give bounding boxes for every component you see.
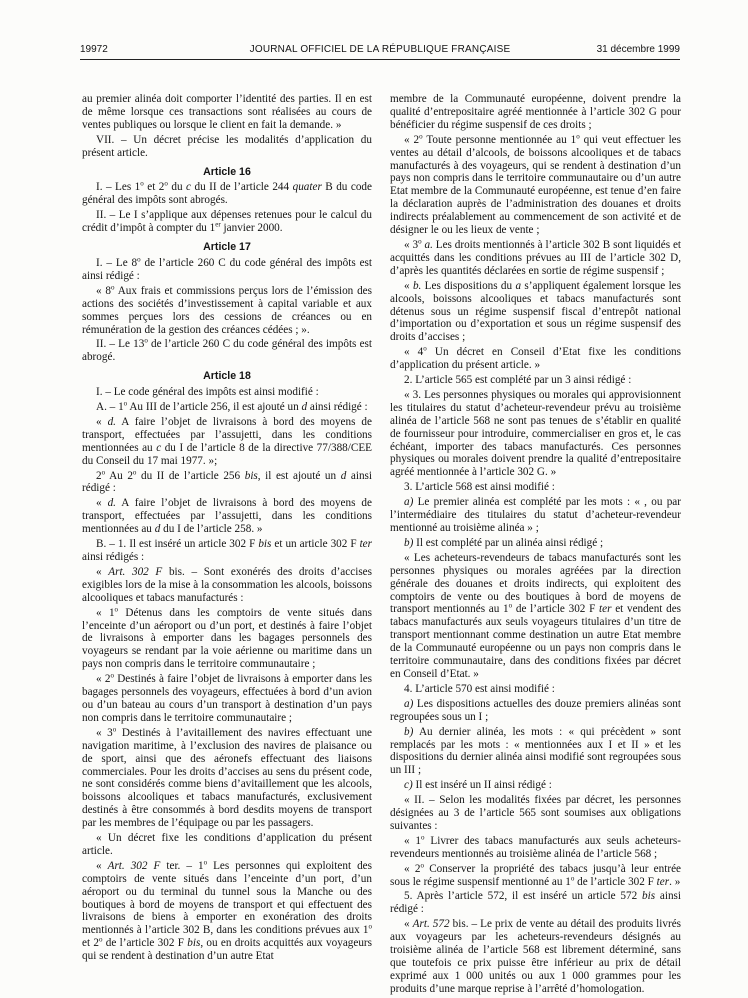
- paragraph: b) Il est complété par un alinéa ainsi rédigé ;: [404, 536, 604, 549]
- paragraph: II. – Le 13$^o$ de l’article 260 C du code général des impôts est abrogé.: [82, 336, 372, 364]
- paragraph: « 3$^o$ a. Les droits mentionnés à l’article 302 B sont liquidés et acquittés dans les conditions prévues au III de l’article 302 D, d’après les quantités déclarées en sortie de régime suspensif ;: [390, 237, 682, 277]
- paragraph: « Art. 302 F bis. – Sont exonérés des droits d’accises exigibles lors de la mise à la consommation les alcools, boissons alcooliques et tabacs manufacturés :: [82, 565, 372, 604]
- paragraph: « 8$^o$ Aux frais et commissions perçus lors de l’émission des actions des sociétés d’investissement à capital variable et aux sommes perçues lors des cessions de créances ou en rémunération de la gestion des créances cédées ; ».: [82, 283, 372, 336]
- paragraph: 5. Après l’article 572, il est inséré un article 572 bis ainsi rédigé :: [390, 890, 681, 916]
- page-number: 19972: [80, 44, 108, 55]
- paragraph: « Un décret fixe les conditions d’application du présent article.: [82, 832, 372, 857]
- paragraph: « d. A faire l’objet de livraisons à bord des moyens de transport, effectuées par l’assujetti, dans les conditions mentionnées au c du I de l’article 8 de la directive 77/388/CEE du Conseil du 17 mai 1977. »;: [82, 415, 372, 467]
- right-column: [390, 93, 681, 998]
- paragraph: I. – Les 1$^o$ et 2$^o$ du c du II de l’article 244 quater B du code général des impôts sont abrogés.: [82, 179, 372, 207]
- article-heading: Article 18: [203, 370, 251, 383]
- paragraph: « 3$^o$ Destinés à l’avitaillement des navires effectuant une navigation maritime, à l’exclusion des navires de plaisance ou de sport, ainsi que des aéronefs effectuant des liaisons commerciales. Pour les droits d’accises au sens du présent code, ne sont considérés comme biens d’avitaillement que les alcools, boissons alcooliques et tabacs manufacturés, exclusivement destinés à être consommés à bord desdits moyens de transport par les membres de l’équipage ou par les passagers.: [82, 725, 372, 830]
- paragraph: II. – Le I s’applique aux dépenses retenues pour le calcul du crédit d’impôt à compter du 1er janvier 2000.: [82, 209, 372, 235]
- paragraph: « 2$^o$ Destinés à faire l’objet de livraisons à emporter dans les bagages personnels des voyageurs, effectuées à bord d’un avion ou d’un bateau au cours d’un transport à destination d’un pays non compris dans le territoire communautaire ;: [82, 671, 373, 724]
- paragraph: « Art. 572 bis. – Le prix de vente au détail des produits livrés aux voyageurs par les acheteurs-revendeurs désignés au troisième alinéa de l’article 568 est librement déterminé, sans que toutefois ce prix puisse être inférieur au prix de détail exprimé aux 1 000 unités ou aux 1 000 grammes pour les produits d’une marque reprise à l’arrêté d’homologation.: [390, 918, 682, 995]
- paragraph: « d. A faire l’objet de livraisons à bord des moyens de transport, effectuées par l’assujetti, dans les conditions mentionnées au d du I de l’article 258. »: [82, 497, 372, 536]
- header-rule: [80, 59, 680, 60]
- article-heading: Article 17: [203, 241, 251, 254]
- paragraph: « 3. Les personnes physiques ou morales qui approvisionnent les titulaires du statut d’acheteur-revendeur prévu au troisième alinéa de l’article 568 ne sont pas tenues de s’établir en qualité de fournisseur pour introduire, commercialiser en gros et, le cas échéant, importer des tabacs manufacturés. Ces personnes physiques ou morales doivent prendre la qualité d’entrepositaire agréé mentionnée à l’article 302 G. »: [390, 388, 681, 479]
- issue-date: 31 décembre 1999: [596, 44, 680, 55]
- paragraph: a) Les dispositions actuelles des douze premiers alinéas sont regroupées sous un I ;: [390, 697, 681, 723]
- paragraph: B. – 1. Il est inséré un article 302 F bis et un article 302 F ter ainsi rédigés :: [82, 538, 372, 563]
- journal-title: JOURNAL OFFICIEL DE LA RÉPUBLIQUE FRANÇAISE: [249, 44, 511, 55]
- paragraph: « 1$^o$ Livrer des tabacs manufacturés aux seuls acheteurs-revendeurs mentionnés au troisième alinéa de l’article 568 ;: [390, 833, 681, 860]
- paragraph: membre de la Communauté européenne, doivent prendre la qualité d’entrepositaire agréé mentionnée à l’article 302 G pour bénéficier du régime suspensif de ces droits ;: [390, 93, 681, 131]
- paragraph: au premier alinéa doit comporter l’identité des parties. Il en est de même lorsque ces transactions sont réalisées au cours de ventes publiques ou lorsque le client en fait la demande. »: [82, 93, 372, 131]
- paragraph: « Art. 302 F ter. – 1$^o$ Les personnes qui exploitent des comptoirs de vente situés dans l’enceinte d’un port, d’un aéroport ou du terminal du tunnel sous la Manche ou des boutiques à bord de moyens de transport et qui effectuent des livraisons de biens à emporter en exonération des droits mentionnés à l’article 302 B, dans les conditions prévues aux 1$^o$ et 2$^o$ de l’article 302 F bis, ou en droits acquittés aux voyageurs qui se rendent à destination d’un autre Etat: [82, 858, 373, 963]
- paragraph: A. – 1$^o$ Au III de l’article 256, il est ajouté un d ainsi rédigé :: [96, 399, 368, 414]
- paragraph: « 2$^o$ Conserver la propriété des tabacs jusqu’à leur entrée sous le régime suspensif mentionné au 1$^o$ de l’article 302 F ter. »: [390, 860, 682, 888]
- paragraph: 2$^o$ Au 2$^o$ du II de l’article 256 bis, il est ajouté un d ainsi rédigé :: [82, 467, 372, 495]
- paragraph: I. – Le code général des impôts est ainsi modifié :: [96, 386, 319, 399]
- paragraph: 3. L’article 568 est ainsi modifié :: [404, 481, 555, 494]
- paragraph: a) Le premier alinéa est complété par les mots : « , ou par l’intermédiaire des titulaires du statut d’acheteur-revendeur mentionné au troisième alinéa » ;: [390, 496, 681, 534]
- paragraph: « Les acheteurs-revendeurs de tabacs manufacturés sont les personnes physiques ou morales agréées par la direction générale des douanes et droits indirects, qui exploitent des comptoirs de vente ou des boutiques à bord de moyens de transport mentionnés au 1$^o$ de l’article 302 F ter et vendent des tabacs manufacturés aux seuls voyageurs titulaires d’un titre de transport mentionnant comme destination un autre Etat membre de la Communauté européenne ou un pays non compris dans le territoire communautaire, dans des conditions fixées par décret en Conseil d’Etat. »: [390, 551, 682, 680]
- paragraph: « 1$^o$ Détenus dans les comptoirs de vente situés dans l’enceinte d’un aéroport ou d’un port, et destinés à faire l’objet de livraisons à emporter dans les bagages personnels des voyageurs se rendant par la voie aérienne ou maritime dans un pays non compris dans le territoire communautaire ;: [82, 604, 372, 671]
- paragraph: « 2$^o$ Toute personne mentionnée au 1$^o$ qui veut effectuer les ventes au détail d’alcools, de boissons alcooliques et de tabacs manufacturés à des voyageurs, qui se rendent à destination d’un pays non compris dans le territoire communautaire ou d’un autre Etat membre de la Communauté européenne, est tenue d’en faire la déclaration auprès de l’administration des douanes et droits indirects préalablement au commencement de son activité et de désigner le ou les lieux de vente ;: [390, 131, 682, 237]
- paragraph: I. – Le 8$^o$ de l’article 260 C du code général des impôts est ainsi rédigé :: [82, 255, 372, 282]
- paragraph: 4. L’article 570 est ainsi modifié :: [404, 682, 555, 695]
- left-column: [82, 93, 372, 965]
- paragraph: « II. – Selon les modalités fixées par décret, les personnes désignées au 3 de l’article 565 sont soumises aux obligations suivantes :: [390, 794, 681, 832]
- page-header: [80, 44, 680, 58]
- paragraph: « b. Les dispositions du a s’appliquent également lorsque les alcools, boissons alcooliques et tabacs manufacturés sont détenus sous un régime suspensif fiscal d’entrepôt national d’importation ou d’exportation et sous un régime suspensif des droits d’accises ;: [390, 279, 682, 344]
- paragraph: b) Au dernier alinéa, les mots : « qui précèdent » sont remplacés par les mots : « mentionnées aux I et II » et les dispositions du dernier alinéa ainsi modifié sont regroupées sous un III ;: [390, 725, 681, 777]
- paragraph: « 4$^o$ Un décret en Conseil d’Etat fixe les conditions d’application du présent article. »: [390, 344, 681, 372]
- article-heading: Article 16: [203, 165, 251, 178]
- paragraph: VII. – Un décret précise les modalités d’application du présent article.: [82, 133, 372, 159]
- paragraph: c) Il est inséré un II ainsi rédigé :: [404, 779, 552, 792]
- paragraph: 2. L’article 565 est complété par un 3 ainsi rédigé :: [404, 374, 632, 387]
